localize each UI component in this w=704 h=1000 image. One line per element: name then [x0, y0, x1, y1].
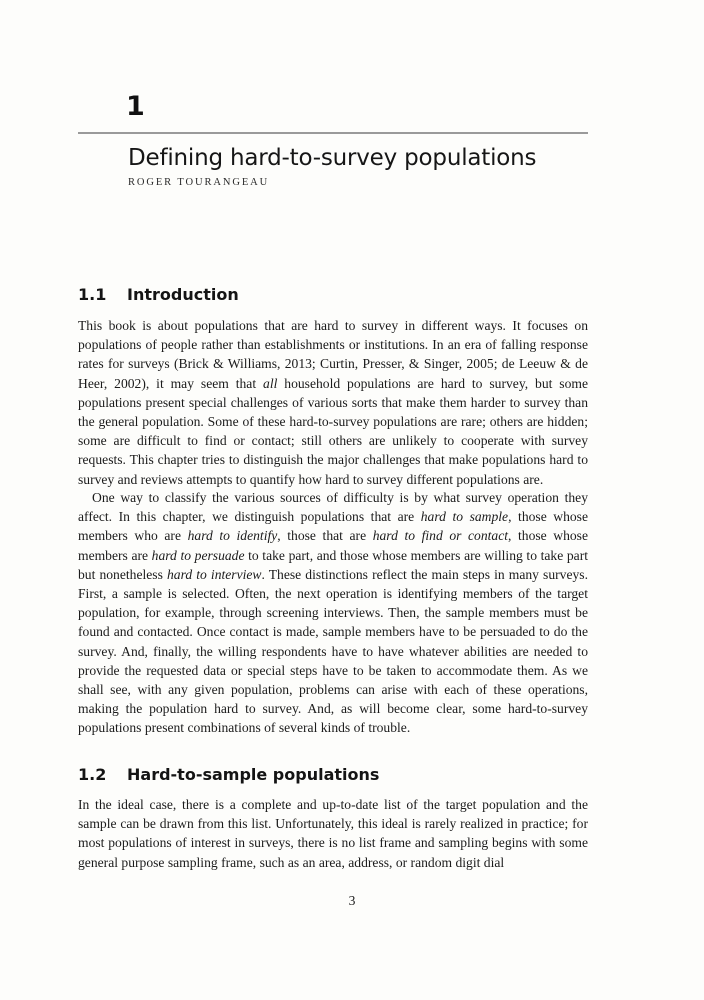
text-run: This book is about populations that are hard to survey in different ways. It focuses on populations of people rather than establishments or institutions. In an era of falling response rates for surveys (Brick & Williams, 2013; Curtin, Presser, & Singer, 2005; de Leeuw & de Heer, 2002), it may seem that [78, 318, 588, 391]
text-run: , those that are [277, 528, 373, 544]
paragraph-text: In the ideal case, there is a complete and up-to-date list of the target population and the sample can be drawn from this list. Unfortunately, this ideal is rarely realized in practice; for most populations of interest in surveys, there is no list frame and sampling begins with some general purpose sampling frame, such as an area, address, or random digit dial [78, 797, 588, 870]
chapter-divider [78, 132, 588, 134]
emphasis-text: hard to sample [420, 509, 509, 525]
chapter-number: 1 [126, 91, 145, 122]
paragraph-introduction-1 [78, 316, 588, 489]
emphasis-text: hard to find or contact [372, 528, 509, 544]
section-number: 1.2 [78, 765, 107, 784]
paragraph-hard-to-sample-1 [78, 795, 588, 872]
text-run: to take part, and those whose members are willing to take part but nonetheless [78, 547, 588, 582]
emphasis-text: hard to persuade [151, 547, 245, 563]
text-run: . These distinctions reflect the main steps in many surveys. First, a sample is selected. Often, the next operation is identifying members of the target population, for example, through screening interviews. Then, the sample members must be found and contacted. Once contact is made, sample members have to be persuaded to do the survey. And, finally, the willing respondents have to have whatever abilities are needed to provide the requested data or special steps have to be taken to accommodate them. As we shall see, with any given population, problems can arise with each of these operations, making the population hard to survey. And, as will become clear, some hard-to-survey populations present combinations of several kinds of trouble. [78, 566, 588, 736]
chapter-author: ROGER TOURANGEAU [128, 177, 270, 188]
text-run: household populations are hard to survey, but some populations present special challenges of various sorts that make them harder to survey than the general population. Some of these hard-to-survey populations are rare; others are hidden; some are difficult to find or contact; still others are unlikely to cooperate with survey requests. This chapter tries to distinguish the major challenges that make populations hard to survey and reviews attempts to quantify how hard to survey different populations are. [78, 375, 588, 487]
emphasis-text: all [263, 375, 278, 391]
section-heading-introduction [78, 285, 239, 305]
section-title: Hard-to-sample populations [127, 765, 380, 784]
text-run: , those whose members who are [78, 509, 589, 544]
page-number: 3 [348, 893, 356, 908]
emphasis-text: hard to identify [187, 528, 278, 544]
section-title: Introduction [127, 285, 239, 304]
paragraph-introduction-2 [78, 488, 588, 738]
section-heading-hard-to-sample [78, 765, 379, 785]
text-run: One way to classify the various sources of difficulty is by what survey operation they affect. In this chapter, we distinguish populations that are [78, 490, 588, 525]
chapter-title: Defining hard-to-survey populations [128, 145, 537, 171]
emphasis-text: hard to interview [166, 566, 262, 582]
section-number: 1.1 [78, 285, 107, 304]
text-run: , those whose members are [78, 528, 589, 563]
